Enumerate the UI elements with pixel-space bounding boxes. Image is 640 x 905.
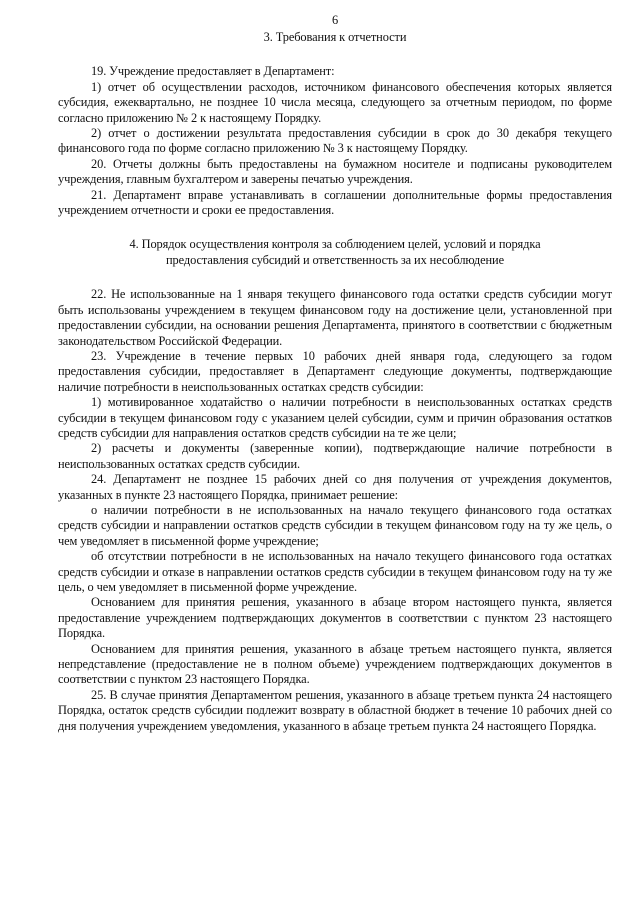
paragraph: 19. Учреждение предоставляет в Департамент: [91,64,335,79]
paragraph: 24. Департамент не позднее 15 рабочих дней со дня получения от учреждения документов, указанных в пункте 23 настоящего Порядка, принимает решение: [58,472,612,502]
paragraph: 20. Отчеты должны быть предоставлены на бумажном носителе и подписаны руководителем учреждения, главным бухгалтером и заверены печатью учреждения. [58,156,612,187]
paragraph: 21. Департамент вправе устанавливать в соглашении дополнительные формы предоставления учреждением отчетности и сроки ее предоставления. [58,187,612,218]
paragraph: 23. Учреждение в течение первых 10 рабочих дней января года, следующего за годом предоставления субсидии, предоставляет в Департамент следующие документы, подтверждающие наличие потребности в неиспользованных остатках средств субсидии: [58,348,612,394]
paragraph: 22. Не использованные на 1 января текущего финансового года остатки средств субсидии могут быть использованы учреждением в текущем финансовом году на достижение цели, установленной при предоставлении субсидии, на основании решения Департамента, принятого в соответствии с бюджетным законодательством Российской Федерации. [58,287,612,348]
document-page [58,0,612,734]
paragraph: 25. В случае принятия Департаментом решения, указанного в абзаце третьем пункта 24 настоящего Порядка, остаток средств субсидии подлежит возврату в областной бюджет в течение 10 рабочих дней со дня получения учреждением уведомления, указанного в абзаце третьем пункта 24 настоящего Порядка. [58,687,612,733]
paragraph: о наличии потребности в не использованных на начало текущего финансового года остатках средств субсидии и направлении остатков средств субсидии в текущем финансовом году на ту же цель, о чем уведомляет в письменной форме учреждение; [58,502,612,548]
paragraph: 1) мотивированное ходатайство о наличии потребности в неиспользованных остатках средств субсидии в текущем финансовом году с указанием целей субсидии, сумм и причин образования остатков средств субсидии для направления остатков средств субсидии на те же цели; [58,395,612,440]
paragraph: 2) отчет о достижении результата предоставления субсидии в срок до 30 декабря текущего финансового года по форме согласно приложению № 3 к настоящему Порядку. [58,126,612,156]
paragraph: 1) отчет об осуществлении расходов, источником финансового обеспечения которых является субсидия, ежеквартально, не позднее 10 числа месяца, следующего за отчетным периодом, по форме согласно приложению № 2 к настоящему Порядку. [58,79,612,125]
paragraph: об отсутствии потребности в не использованных на начало текущего финансового года остатках средств субсидии и отказе в направлении остатков средств субсидии в текущем финансовом году на ту же цель, о чем уведомляет в письменной форме учреждение. [58,549,612,594]
page-number: 6 [331,13,339,27]
section-3-title: 3. Требования к отчетности [263,30,407,44]
section-4-title-line1: 4. Порядок осуществления контроля за соблюдением целей, условий и порядка [129,237,541,252]
paragraph: Основанием для принятия решения, указанного в абзаце втором настоящего пункта, является предоставление учреждением подтверждающих документов в соответствии с пунктом 23 настоящего Порядка. [58,595,612,641]
paragraph: Основанием для принятия решения, указанного в абзаце третьем настоящего пункта, является непредставление (предоставление не в полном объеме) учреждением подтверждающих документов в соответствии с пунктом 23 настоящего Порядка. [58,641,612,687]
paragraph: 2) расчеты и документы (заверенные копии), подтверждающие наличие потребности в неиспользованных остатках средств субсидии. [58,441,612,471]
section-4-title-line2: предоставления субсидий и ответственность за их несоблюдение [166,252,504,267]
